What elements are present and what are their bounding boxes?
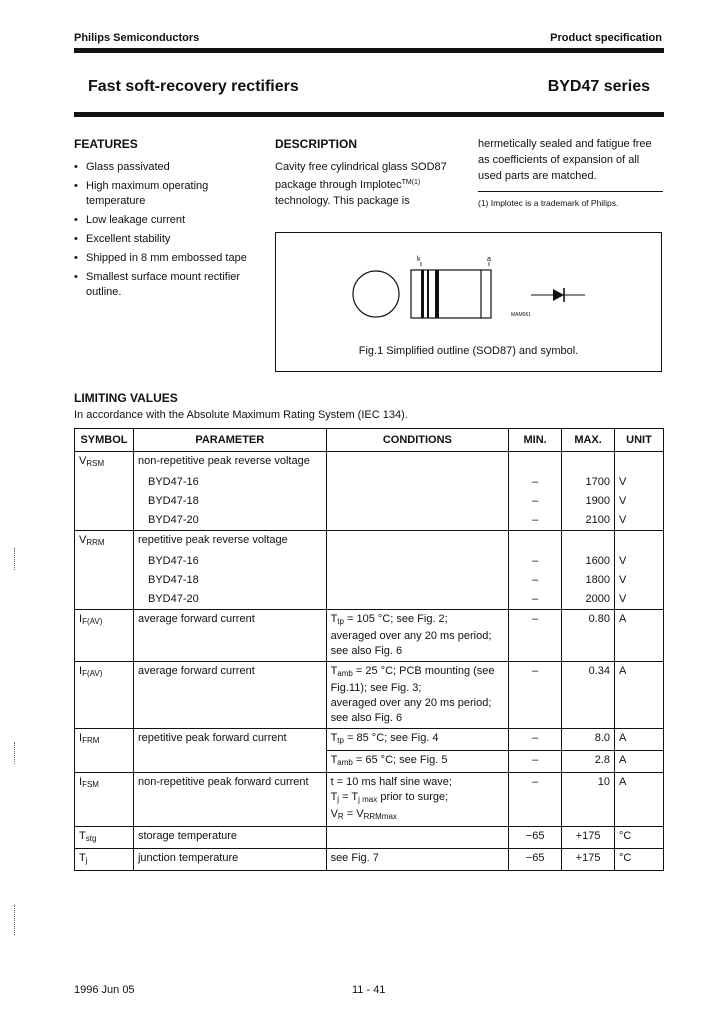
unit-cell: V [615, 552, 664, 571]
table-row [75, 511, 664, 531]
footer-page: 11 - 41 [352, 984, 386, 996]
unit-cell: A [615, 662, 664, 729]
table-row [75, 531, 664, 553]
conditions-cell: $T_{tp} = 85$ °C; see Fig. 4 [326, 729, 509, 751]
symbol-cell: $I_{FRM}$ [75, 729, 134, 773]
min-cell: – [509, 662, 562, 729]
figure-caption: Fig.1 Simplified outline (SOD87) and symbol. [358, 345, 579, 357]
cathode-band-3 [435, 270, 439, 318]
trademark-sup: TM(1) [401, 179, 421, 186]
features-list [74, 160, 249, 304]
min-cell: – [509, 610, 562, 662]
features-heading: FEATURES [74, 137, 138, 151]
parameter-cell: junction temperature [133, 849, 326, 871]
type-cell: BYD47-20 [133, 511, 326, 531]
col-min: MIN. [509, 429, 562, 452]
max-cell: 2000 [562, 590, 615, 610]
limiting-values-table [74, 428, 664, 871]
symbol-cell: $V_{RSM}$ [75, 452, 134, 474]
parameter-cell: non-repetitive peak forward current [133, 773, 326, 827]
table-row [75, 452, 664, 474]
unit-cell: °C [615, 849, 664, 871]
unit-cell: A [615, 729, 664, 751]
min-cell: – [509, 492, 562, 511]
parameter-cell: non-repetitive peak reverse voltage [133, 452, 326, 474]
series-title: BYD47 series [547, 78, 650, 95]
type-cell: BYD47-16 [133, 552, 326, 571]
table-header-row [75, 429, 664, 452]
feature-item: • Excellent stability [74, 232, 249, 247]
description-heading: DESCRIPTION [275, 137, 358, 151]
max-cell: +175 [562, 827, 615, 849]
parameter-cell: average forward current [133, 662, 326, 729]
min-cell: – [509, 729, 562, 751]
header-rule [74, 48, 664, 53]
table-row [75, 729, 664, 751]
table-row [75, 849, 664, 871]
unit-cell: V [615, 590, 664, 610]
description-continued: hermetically sealed and fatigue free as coefficients of expansion of all used parts are matched. [478, 138, 652, 182]
unit-cell: A [615, 751, 664, 773]
description-part-a: Cavity free cylindrical glass SOD87 package through Implotec [275, 161, 447, 191]
label-a: a [487, 256, 491, 263]
scan-mark [14, 742, 17, 764]
table-row [75, 662, 664, 729]
table-row [75, 473, 664, 492]
unit-cell: V [615, 571, 664, 590]
min-cell: −65 [509, 849, 562, 871]
min-cell: – [509, 511, 562, 531]
unit-cell: V [615, 473, 664, 492]
conditions-cell: see Fig. 7 [326, 849, 509, 871]
conditions-cell: $T_{tp} = 105$ °C; see Fig. 2; averaged over any 20 ms period; see also Fig. 6 [326, 610, 509, 662]
conditions-cell [326, 827, 509, 849]
min-cell: – [509, 473, 562, 492]
conditions-cell: $T_{amb} = 25$ °C; PCB mounting (see Fig.11); see Fig. 3; averaged over any 20 ms period; see also Fig. 6 [326, 662, 509, 729]
unit-cell: °C [615, 827, 664, 849]
company-name: Philips Semiconductors [74, 32, 200, 44]
table-row [75, 590, 664, 610]
max-cell: 1800 [562, 571, 615, 590]
min-cell: – [509, 590, 562, 610]
symbol-cell: $V_{RRM}$ [75, 531, 134, 553]
type-cell: BYD47-16 [133, 473, 326, 492]
unit-cell: V [615, 511, 664, 531]
col-parameter: PARAMETER [133, 429, 326, 452]
max-cell: 2.8 [562, 751, 615, 773]
sod87-outline-drawing [275, 232, 662, 342]
symbol-cell: $I_{F(AV)}$ [75, 662, 134, 729]
doc-type: Product specification [550, 32, 662, 44]
scan-mark [14, 548, 17, 570]
unit-cell: A [615, 610, 664, 662]
min-cell: – [509, 773, 562, 827]
diode-triangle [553, 289, 564, 301]
label-k: k [417, 256, 421, 263]
description-part-b: technology. This package is [275, 195, 410, 207]
max-cell: 0.80 [562, 610, 615, 662]
table-row [75, 610, 664, 662]
feature-item: • Smallest surface mount rectifier outline. [74, 270, 249, 300]
max-cell: 10 [562, 773, 615, 827]
parameter-cell: repetitive peak reverse voltage [133, 531, 326, 553]
feature-item: • Shipped in 8 mm embossed tape [74, 251, 249, 266]
type-cell: BYD47-18 [133, 571, 326, 590]
min-cell: – [509, 571, 562, 590]
cathode-band [421, 270, 424, 318]
min-cell: −65 [509, 827, 562, 849]
table-row [75, 571, 664, 590]
feature-item: • Low leakage current [74, 213, 249, 228]
min-cell: – [509, 751, 562, 773]
parameter-cell: storage temperature [133, 827, 326, 849]
max-cell: 1600 [562, 552, 615, 571]
page-title: Fast soft-recovery rectifiers [88, 78, 299, 95]
min-cell: – [509, 552, 562, 571]
parameter-cell: average forward current [133, 610, 326, 662]
scan-mark [14, 905, 17, 935]
limiting-heading: LIMITING VALUES [74, 391, 178, 405]
unit-cell: A [615, 773, 664, 827]
table-row [75, 773, 664, 827]
max-cell: 0.34 [562, 662, 615, 729]
col-unit: UNIT [615, 429, 664, 452]
col-symbol: SYMBOL [75, 429, 134, 452]
feature-item: • Glass passivated [74, 160, 249, 175]
symbol-cell: $T_j$ [75, 849, 134, 871]
symbol-cell: $I_{FSM}$ [75, 773, 134, 827]
end-view-circle [353, 271, 399, 317]
symbol-cell: $I_{F(AV)}$ [75, 610, 134, 662]
col-max: MAX. [562, 429, 615, 452]
table-row [75, 827, 664, 849]
footer-date: 1996 Jun 05 [74, 984, 135, 996]
figure-code: MAM061 [511, 312, 532, 318]
symbol-cell: $T_{stg}$ [75, 827, 134, 849]
feature-item: • High maximum operating temperature [74, 179, 249, 209]
type-cell: BYD47-18 [133, 492, 326, 511]
parameter-cell: repetitive peak forward current [133, 729, 326, 773]
conditions-cell: $T_{amb} = 65$ °C; see Fig. 5 [326, 751, 509, 773]
max-cell: 1900 [562, 492, 615, 511]
type-cell: BYD47-20 [133, 590, 326, 610]
table-row [75, 552, 664, 571]
max-cell: +175 [562, 849, 615, 871]
title-rule [74, 112, 664, 117]
max-cell: 8.0 [562, 729, 615, 751]
cathode-band-2 [427, 270, 429, 318]
max-cell: 2100 [562, 511, 615, 531]
limiting-intro: In accordance with the Absolute Maximum Rating System (IEC 134). [74, 409, 408, 421]
conditions-cell: t = 10 ms half sine wave; $T_j = T_{j max}$ prior to surge; $V_R = V_{RRMmax}$ [326, 773, 509, 827]
footnote: (1) Implotec is a trademark of Philips. [478, 198, 619, 208]
col-conditions: CONDITIONS [326, 429, 509, 452]
description-text [275, 159, 460, 209]
unit-cell: V [615, 492, 664, 511]
table-row [75, 492, 664, 511]
footnote-rule [478, 191, 663, 192]
max-cell: 1700 [562, 473, 615, 492]
